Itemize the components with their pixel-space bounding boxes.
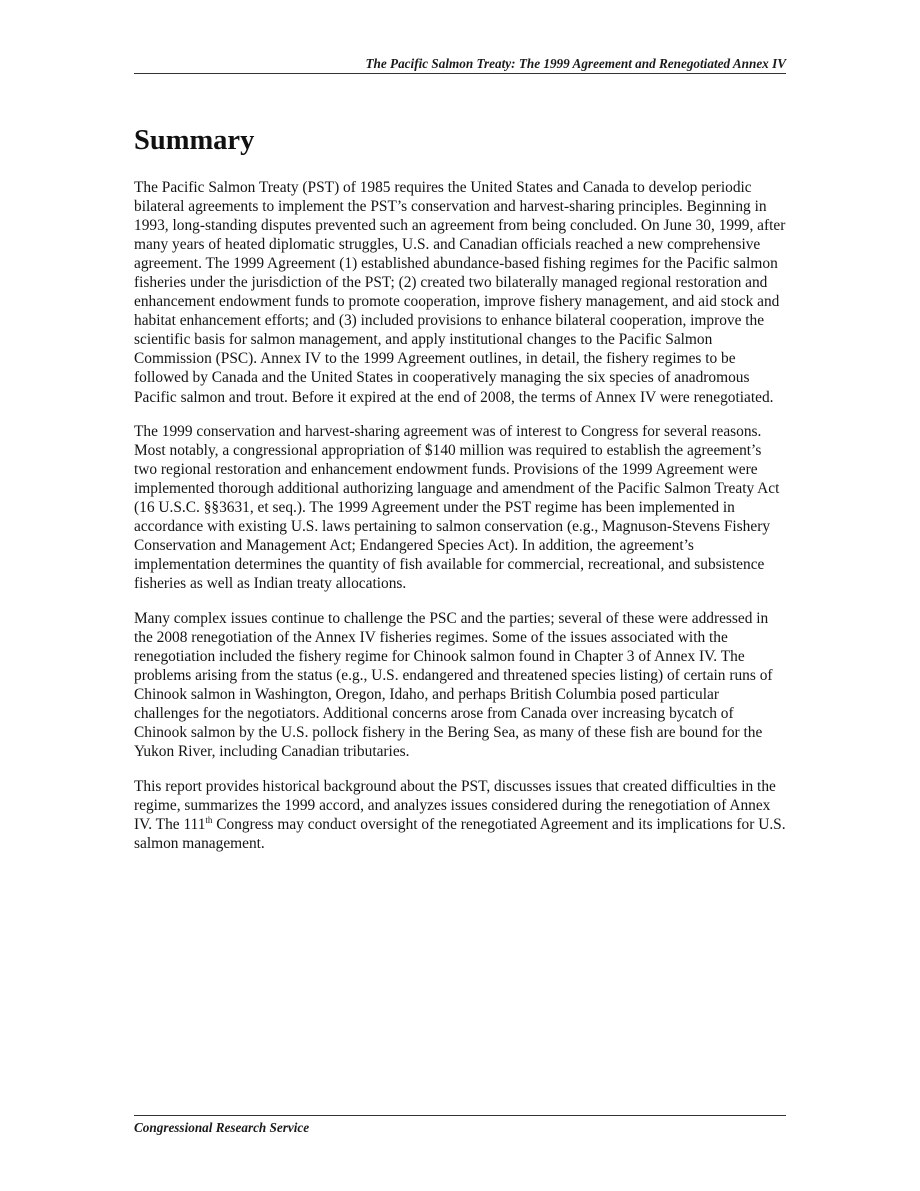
- running-header: The Pacific Salmon Treaty: The 1999 Agreement and Renegotiated Annex IV: [365, 56, 786, 71]
- footer-divider: [134, 1115, 786, 1116]
- ordinal-suffix: th: [205, 814, 213, 825]
- paragraph-congressional-interest: The 1999 conservation and harvest-sharing agreement was of interest to Congress for several reasons. Most notably, a congressional appropriation of $140 million was required to establish the agreement’s two regional restoration and enhancement endowment funds. Provisions of the 1999 Agreement were implemented thorough additional authorizing language and amendment of the Pacific Salmon Treaty Act (16 U.S.C. §§3631, et seq.). The 1999 Agreement under the PST regime has been implemented in accordance with existing U.S. laws pertaining to salmon conservation (e.g., Magnuson-Stevens Fishery Conservation and Management Act; Endangered Species Act). In addition, the agreement’s implementation determines the quantity of fish available for commercial, recreational, and subsistence fisheries as well as Indian treaty allocations.: [134, 423, 780, 593]
- report-scope-text-start: This report provides historical background about the PST, discusses issues that created difficulties in the regime, summarizes the 1999 accord, and analyzes issues considered during the renegotiation of Annex IV. The 111: [134, 777, 776, 833]
- page-title: Summary: [134, 125, 255, 156]
- header-divider: [134, 73, 786, 74]
- footer-source: Congressional Research Service: [134, 1120, 310, 1135]
- paragraph-overview: The Pacific Salmon Treaty (PST) of 1985 requires the United States and Canada to develop periodic bilateral agreements to implement the PST’s conservation and harvest-sharing principles. Beginning in 1993, long-standing disputes prevented such an agreement from being concluded. On June 30, 1999, after many years of heated diplomatic struggles, U.S. and Canadian officials reached a new comprehensive agreement. The 1999 Agreement (1) established abundance-based fishing regimes for the Pacific salmon fisheries under the jurisdiction of the PST; (2) created two bilaterally managed regional restoration and enhancement endowment funds to promote cooperation, improve fishery management, and aid stock and habitat enhancement efforts; and (3) included provisions to enhance bilateral cooperation, improve the scientific basis for salmon management, and apply institutional changes to the Pacific Salmon Commission (PSC). Annex IV to the 1999 Agreement outlines, in detail, the fishery regimes to be followed by Canada and the United States in cooperatively managing the six species of anadromous Pacific salmon and trout. Before it expired at the end of 2008, the terms of Annex IV were renegotiated.: [134, 179, 786, 406]
- summary-body: [134, 178, 786, 869]
- report-scope-text-end: Congress may conduct oversight of the renegotiated Agreement and its implications for U.S. salmon management.: [134, 815, 786, 852]
- paragraph-complex-issues: Many complex issues continue to challenge the PSC and the parties; several of these were addressed in the 2008 renegotiation of the Annex IV fisheries regimes. Some of the issues associated with the renegotiation included the fishery regime for Chinook salmon found in Chapter 3 of Annex IV. The problems arising from the status (e.g., U.S. endangered and threatened species listing) of certain runs of Chinook salmon in Washington, Oregon, Idaho, and perhaps British Columbia posed particular challenges for the negotiators. Additional concerns arose from Canada over increasing bycatch of Chinook salmon by the U.S. pollock fishery in the Bering Sea, as many of these fish are bound for the Yukon River, including Canadian tributaries.: [134, 609, 773, 761]
- paragraph-report-scope: [134, 777, 786, 853]
